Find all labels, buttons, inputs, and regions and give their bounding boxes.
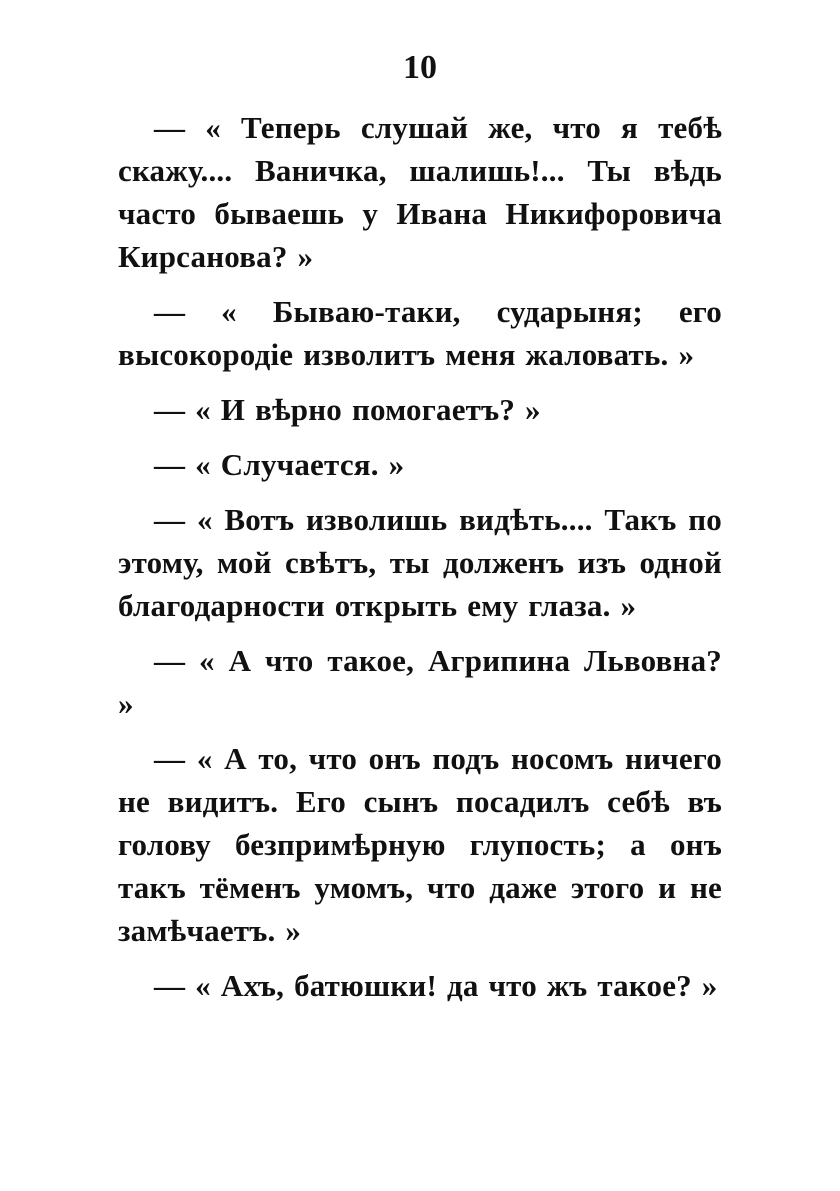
- paragraph-3: — « И вѣрно помогаетъ? »: [154, 392, 541, 427]
- paragraph-1: — « Теперь слушай же, что я тебѣ скажу.... Ваничка, шалишь!... Ты вѣдь часто бываешь у Ивана Никифоровича Кирсанова? »: [118, 110, 722, 274]
- page-text: [118, 106, 722, 1019]
- page-number: 10: [403, 49, 437, 86]
- paragraph-4: — « Случается. »: [154, 447, 405, 482]
- paragraph-2: — « Бываю-таки, сударыня; его высокородіе изволитъ меня жаловать. »: [118, 294, 722, 372]
- paragraph-5: — « Вотъ изволишь видѣть.... Такъ по этому, мой свѣтъ, ты долженъ изъ одной благодарности открыть ему глаза. »: [118, 502, 722, 623]
- paragraph-7: — « А то, что онъ подъ носомъ ничего не видитъ. Его сынъ посадилъ себѣ въ голову безпримѣрную глупость; а онъ такъ тёменъ умомъ, что даже этого и не замѣчаетъ. »: [118, 741, 722, 948]
- paragraph-6: — « А что такое, Агрипина Львовна? »: [118, 643, 722, 721]
- paragraph-8: — « Ахъ, батюшки! да что жъ такое? »: [154, 968, 718, 1003]
